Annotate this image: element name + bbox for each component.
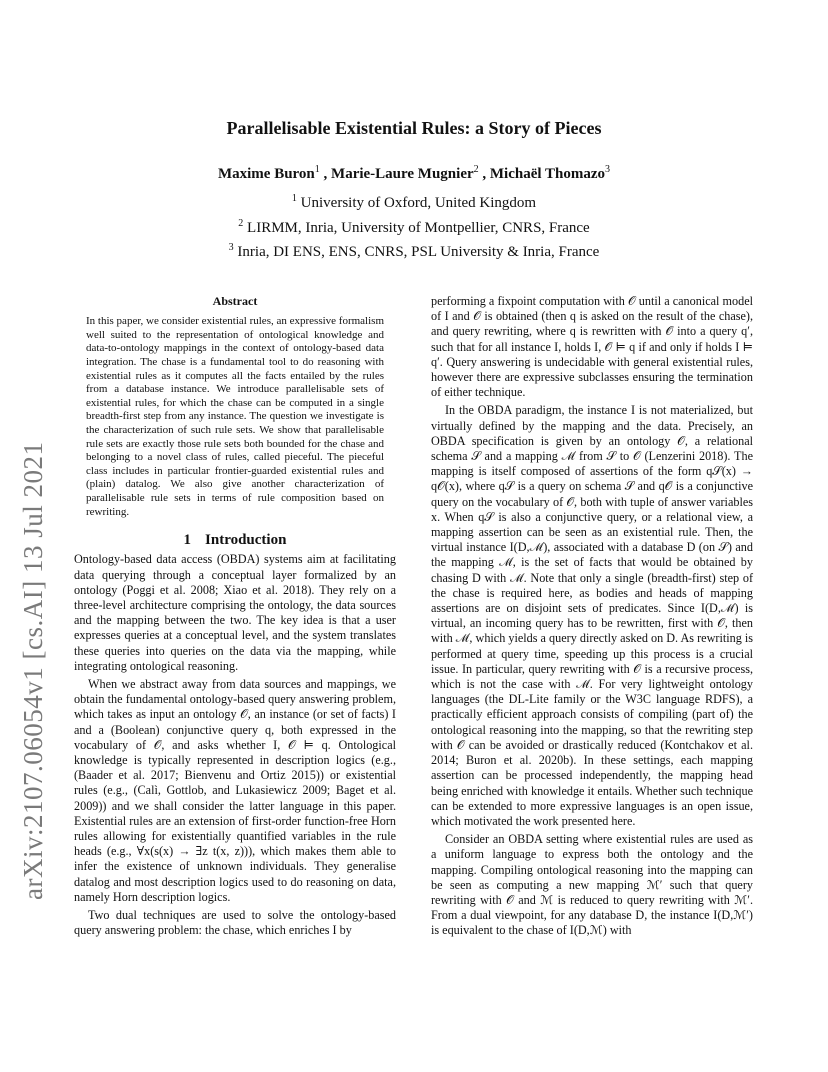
affiliation-list [0, 189, 828, 263]
affiliation-marker: 3 [228, 242, 234, 253]
affiliation [0, 214, 828, 239]
author-name: Michaël Thomazo [489, 166, 606, 182]
abstract-heading: Abstract [212, 294, 258, 308]
affiliation-text: University of Oxford, United Kingdom [300, 195, 537, 211]
author-list [0, 164, 828, 183]
affiliation [0, 189, 828, 214]
section-title: Introduction [205, 532, 287, 549]
intro-paragraph: In the OBDA paradigm, the instance I is not materialized, but virtually defined by the mapping and the data. Precisely, an OBDA specification is given by an ontology 𝒪, a relational schema 𝒮 and a mapping ℳ from 𝒮 to 𝒪 (Lenzerini 2018). The mapping is itself composed of assertions of the form q𝒮(x) → q𝒪(x), where q𝒮 is a query on schema 𝒮 and q𝒪 is a conjunctive query on the vocabulary of 𝒪, both with tuple of answer variables x. When q𝒮 is also a conjunctive query, or a relational view, a mapping assertion can be seen as an existential rule. Then, the virtual instance I(D,ℳ), associated with a database D (on 𝒮) and the mapping ℳ, is the set of facts that would be obtained by chasing D with ℳ. Note that only a single (breadth-first) step of the chase is required here, as bodies and heads of mapping assertions are on disjoint sets of predicates. Since I(D,ℳ) is virtual, an incoming query has to be rewritten, first with 𝒪, then with ℳ, which yields a query directly asked on D. As rewriting is performed at query time, speeding up this process is a crucial issue. In particular, query rewriting with 𝒪 is a recursive process, which is not the case with ℳ. For very lightweight ontology languages (the DL-Lite family or the W3C language RDFS), a practically efficient approach consists of compiling (part of) the ontological reasoning into the mapping, so that the rewriting step with 𝒪 can be avoided or drastically reduced (Kontchakov et al. 2014; Buron et al. 2020b). In these settings, each mapping assertion can be processed independently, the mapping head being enriched with knowledge it entails. Whether such technique can be extended to more expressive languages is an open issue, which motivated the work presented here. [431, 403, 753, 828]
author-affil-marker: 3 [605, 164, 611, 175]
affiliation-text: Inria, DI ENS, ENS, CNRS, PSL University & Inria, France [237, 244, 600, 260]
paper-title: Parallelisable Existential Rules: a Story of Pieces [226, 118, 602, 138]
affiliation-marker: 1 [291, 193, 297, 204]
author-affil-marker: 2 [473, 164, 479, 175]
author-affil-marker: 1 [314, 164, 320, 175]
intro-paragraph: When we abstract away from data sources and mappings, we obtain the fundamental ontology-based query answering problem, which takes as input an ontology 𝒪, an instance (or set of facts) I and a (Boolean) conjunctive query q, both expressed in the vocabulary of 𝒪, and asks whether I, 𝒪 ⊨ q. Ontological knowledge is typically represented in description logics (e.g., (Baader et al. 2017; Bienvenu and Ortiz 2015)) or existential rules (e.g., (Calì, Gottlob, and Lukasiewicz 2009; Baget et al. 2009)) and we shall consider the latter language in this paper. Existential rules are an extension of first-order function-free Horn rules allowing for existentially quantified variables in the rule heads (e.g., ∀x(s(x) → ∃z t(x, z))), which makes them able to infer the existence of unknown individuals. They generalise datalog and most description logics used to do reasoning on data, namely Horn description logics. [74, 676, 396, 904]
intro-paragraph: Ontology-based data access (OBDA) systems aim at facilitating data querying through a conceptual layer formalized by an ontology (Poggi et al. 2008; Xiao et al. 2018). They rely on a three-level architecture comprising the ontology, the data sources and the mapping between the two. The key idea is that a user expresses queries at a conceptual level, and the system translates these queries into queries on the data via the mapping, while integrating ontological reasoning. [74, 552, 396, 673]
affiliation [0, 238, 828, 263]
arxiv-identifier: arXiv:2107.06054v1 [cs.AI] 13 Jul 2021 [18, 441, 48, 900]
affiliation-marker: 2 [238, 217, 244, 229]
author-name: Maxime Buron [217, 166, 315, 182]
left-column [74, 294, 396, 941]
author-separator: , [478, 166, 490, 182]
right-column [431, 294, 753, 942]
intro-paragraph: performing a fixpoint computation with 𝒪 until a canonical model of I and 𝒪 is obtained (then q is asked on the result of the chase), and query rewriting, where q is rewritten with 𝒪 into a query q′, such that for all instance I, holds I, 𝒪 ⊨ q if and only if holds I ⊨ q′. Query answering is undecidable with general existential rules, however there are expressive subclasses ensuring the termination of either technique. [431, 294, 753, 400]
section-heading-introduction [74, 533, 396, 548]
intro-paragraph: Two dual techniques are used to solve the ontology-based query answering problem: the chase, which enriches I by [74, 907, 396, 938]
section-number: 1 [183, 532, 192, 549]
author-separator: , [319, 166, 332, 182]
abstract-text: In this paper, we consider existential rules, an expressive formalism well suited to the representation of ontological knowledge and data-to-ontology mappings in the context of ontology-based data integration. The chase is a fundamental tool to do reasoning with existential rules as it computes all the facts entailed by the rules from a database instance. We introduce parallelisable sets of existential rules, for which the chase can be computed in a single breadth-first step from any instance. The question we investigate is the characterization of such rule sets. We show that parallelisable rule sets are exactly those rule sets both bounded for the chase and belonging to a novel class of rules, called pieceful. The pieceful class includes in particular frontier-guarded existential rules and (plain) datalog. We also give another characterization of parallelisable rule sets in terms of rule composition based on rewriting. [86, 315, 384, 518]
affiliation-text: LIRMM, Inria, University of Montpellier, CNRS, France [247, 219, 590, 236]
author-name: Marie-Laure Mugnier [331, 166, 474, 182]
intro-paragraph: Consider an OBDA setting where existential rules are used as a uniform language to express both the ontology and the mapping. Compiling ontological reasoning into the mapping can be seen as computing a new mapping ℳ′ such that query rewriting with 𝒪 and ℳ is reduced to query rewriting with ℳ′. From a dual viewpoint, for any database D, the instance I(D,ℳ′) is equivalent to the chase of I(D,ℳ) with [431, 832, 753, 938]
